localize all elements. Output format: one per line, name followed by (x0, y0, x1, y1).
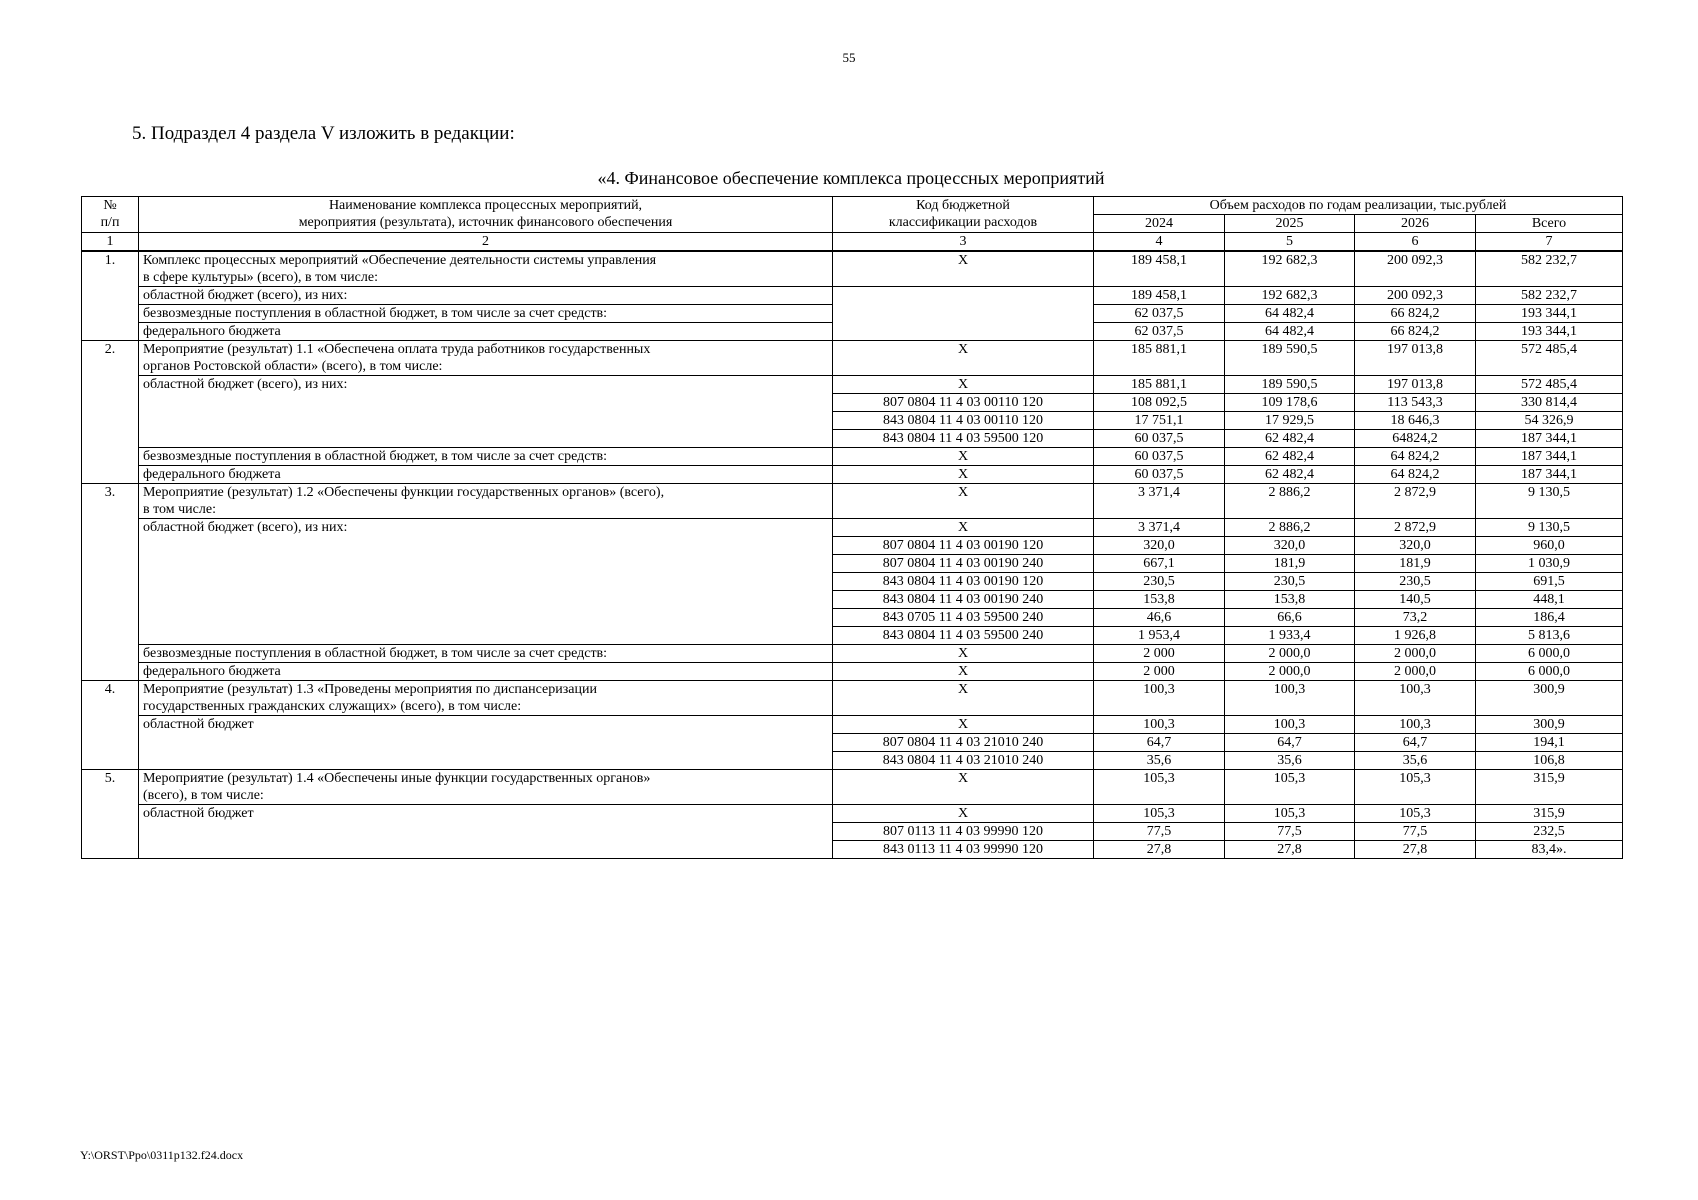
source-row (82, 448, 1623, 466)
value-2024: 46,6 (1094, 609, 1225, 627)
regional-budget-row (82, 805, 1623, 823)
table-body (82, 233, 1623, 859)
value-total: 582 232,7 (1476, 287, 1623, 305)
colnum-7: 7 (1476, 233, 1623, 252)
value-2024: 62 037,5 (1094, 305, 1225, 323)
value-2024: 17 751,1 (1094, 412, 1225, 430)
value-2024: 3 371,4 (1094, 484, 1225, 519)
value-2024: 2 000 (1094, 645, 1225, 663)
source-row (82, 645, 1623, 663)
value-total: 582 232,7 (1476, 251, 1623, 287)
value-total: 193 344,1 (1476, 305, 1623, 323)
value-2025: 2 886,2 (1225, 484, 1355, 519)
budget-code: X (833, 448, 1094, 466)
value-2024: 230,5 (1094, 573, 1225, 591)
value-total: 1 030,9 (1476, 555, 1623, 573)
regional-budget-row (82, 519, 1623, 537)
value-2024: 153,8 (1094, 591, 1225, 609)
budget-code: X (833, 251, 1094, 287)
value-2026: 35,6 (1355, 752, 1476, 770)
colnum-1: 1 (82, 233, 139, 252)
block-title-line1: Мероприятие (результат) 1.2 «Обеспечены функции государственных органов» (всего), (143, 485, 665, 500)
header-code-line2: классификации расходов (888, 215, 1038, 230)
value-total: 187 344,1 (1476, 430, 1623, 448)
value-2025: 66,6 (1225, 609, 1355, 627)
value-total: 9 130,5 (1476, 519, 1623, 537)
value-total: 315,9 (1476, 805, 1623, 823)
value-2024: 108 092,5 (1094, 394, 1225, 412)
colnum-3: 3 (833, 233, 1094, 252)
value-2025: 320,0 (1225, 537, 1355, 555)
source-row (82, 287, 1623, 305)
block-title (139, 251, 833, 287)
value-total: 187 344,1 (1476, 466, 1623, 484)
budget-code: X (833, 645, 1094, 663)
value-total: 54 326,9 (1476, 412, 1623, 430)
budget-code: 843 0804 11 4 03 00190 120 (833, 573, 1094, 591)
value-2024: 100,3 (1094, 716, 1225, 734)
header-num (82, 197, 139, 233)
value-2026: 66 824,2 (1355, 305, 1476, 323)
value-2024: 185 881,1 (1094, 341, 1225, 376)
header-volume: Объем расходов по годам реализации, тыс.рублей (1094, 197, 1623, 215)
value-2025: 2 886,2 (1225, 519, 1355, 537)
value-2026: 2 872,9 (1355, 484, 1476, 519)
budget-code: 843 0804 11 4 03 59500 120 (833, 430, 1094, 448)
value-2025: 62 482,4 (1225, 466, 1355, 484)
value-2026: 64824,2 (1355, 430, 1476, 448)
budget-code: 843 0804 11 4 03 00190 240 (833, 591, 1094, 609)
header-name (139, 197, 833, 233)
budget-code: X (833, 519, 1094, 537)
value-total: 960,0 (1476, 537, 1623, 555)
source-row (82, 663, 1623, 681)
block-title-row (82, 484, 1623, 519)
budget-code: X (833, 376, 1094, 394)
source-name: безвозмездные поступления в областной бюджет, в том числе за счет средств: (139, 645, 833, 663)
block-title-line2: органов Ростовской области» (всего), в том числе: (143, 359, 443, 374)
block-title-line1: Мероприятие (результат) 1.4 «Обеспечены иные функции государственных органов» (143, 771, 651, 786)
value-2026: 77,5 (1355, 823, 1476, 841)
value-total: 691,5 (1476, 573, 1623, 591)
colnum-2: 2 (139, 233, 833, 252)
source-name: областной бюджет (всего), из них: (139, 376, 833, 448)
budget-code: X (833, 681, 1094, 716)
block-title (139, 681, 833, 716)
value-2025: 77,5 (1225, 823, 1355, 841)
value-2026: 64 824,2 (1355, 466, 1476, 484)
value-2026: 113 543,3 (1355, 394, 1476, 412)
value-2026: 64 824,2 (1355, 448, 1476, 466)
source-name: федерального бюджета (139, 466, 833, 484)
source-name: областной бюджет (139, 805, 833, 859)
value-2025: 2 000,0 (1225, 645, 1355, 663)
value-total: 315,9 (1476, 770, 1623, 805)
value-2026: 100,3 (1355, 681, 1476, 716)
value-2024: 667,1 (1094, 555, 1225, 573)
value-2024: 100,3 (1094, 681, 1225, 716)
value-2025: 2 000,0 (1225, 663, 1355, 681)
block-title-row (82, 681, 1623, 716)
value-2025: 230,5 (1225, 573, 1355, 591)
header-num-line1: № (103, 198, 117, 213)
value-2024: 189 458,1 (1094, 251, 1225, 287)
source-name: областной бюджет (139, 716, 833, 770)
value-2026: 200 092,3 (1355, 251, 1476, 287)
regional-budget-row (82, 716, 1623, 734)
value-2026: 200 092,3 (1355, 287, 1476, 305)
value-total: 330 814,4 (1476, 394, 1623, 412)
header-name-line2: мероприятия (результата), источник финансового обеспечения (298, 215, 673, 230)
value-total: 448,1 (1476, 591, 1623, 609)
value-2025: 100,3 (1225, 716, 1355, 734)
value-2026: 2 000,0 (1355, 663, 1476, 681)
header-year-2024: 2024 (1094, 215, 1225, 233)
value-2024: 60 037,5 (1094, 466, 1225, 484)
value-2024: 3 371,4 (1094, 519, 1225, 537)
value-2024: 77,5 (1094, 823, 1225, 841)
source-row (82, 466, 1623, 484)
value-2024: 35,6 (1094, 752, 1225, 770)
value-2026: 73,2 (1355, 609, 1476, 627)
value-2024: 60 037,5 (1094, 448, 1225, 466)
value-2024: 64,7 (1094, 734, 1225, 752)
source-name: безвозмездные поступления в областной бюджет, в том числе за счет средств: (139, 448, 833, 466)
budget-code: 807 0113 11 4 03 99990 120 (833, 823, 1094, 841)
header-year-2026: 2026 (1355, 215, 1476, 233)
value-2026: 64,7 (1355, 734, 1476, 752)
intro-paragraph: 5. Подраздел 4 раздела V изложить в редакции: (132, 123, 515, 144)
value-2024: 2 000 (1094, 663, 1225, 681)
header-num-line2: п/п (100, 215, 120, 230)
budget-code: 807 0804 11 4 03 00190 120 (833, 537, 1094, 555)
value-2026: 230,5 (1355, 573, 1476, 591)
header-code-line1: Код бюджетной (916, 198, 1010, 213)
value-2024: 60 037,5 (1094, 430, 1225, 448)
column-numbers-row (82, 233, 1623, 252)
value-2024: 105,3 (1094, 770, 1225, 805)
header-year-2025: 2025 (1225, 215, 1355, 233)
value-2026: 100,3 (1355, 716, 1476, 734)
value-2025: 109 178,6 (1225, 394, 1355, 412)
value-2026: 105,3 (1355, 770, 1476, 805)
block-title-line2: (всего), в том числе: (143, 788, 264, 803)
value-2025: 64,7 (1225, 734, 1355, 752)
value-total: 572 485,4 (1476, 376, 1623, 394)
block-title-row (82, 341, 1623, 376)
block-title-line2: государственных гражданских служащих» (всего), в том числе: (143, 699, 522, 714)
row-number: 2. (82, 341, 139, 484)
financing-table (81, 196, 1623, 859)
budget-code: 843 0705 11 4 03 59500 240 (833, 609, 1094, 627)
block-title-line1: Мероприятие (результат) 1.1 «Обеспечена оплата труда работников государственных (143, 342, 651, 357)
page-number: 55 (842, 50, 856, 65)
block-title-row (82, 251, 1623, 287)
value-total: 5 813,6 (1476, 627, 1623, 645)
colnum-5: 5 (1225, 233, 1355, 252)
value-total: 6 000,0 (1476, 645, 1623, 663)
header-name-line1: Наименование комплекса процессных мероприятий, (328, 198, 643, 213)
source-name: областной бюджет (всего), из них: (139, 287, 833, 305)
block-title-line2: в том числе: (143, 502, 216, 517)
value-total: 300,9 (1476, 681, 1623, 716)
row-number: 4. (82, 681, 139, 770)
budget-code (833, 287, 1094, 341)
value-2025: 27,8 (1225, 841, 1355, 859)
value-2024: 62 037,5 (1094, 323, 1225, 341)
source-name: федерального бюджета (139, 663, 833, 681)
header-code (833, 197, 1094, 233)
value-2025: 100,3 (1225, 681, 1355, 716)
budget-code: 843 0804 11 4 03 21010 240 (833, 752, 1094, 770)
block-title (139, 770, 833, 805)
value-2025: 62 482,4 (1225, 430, 1355, 448)
block-title-line2: в сфере культуры» (всего), в том числе: (143, 270, 378, 285)
budget-code: X (833, 805, 1094, 823)
value-2025: 1 933,4 (1225, 627, 1355, 645)
budget-code: X (833, 341, 1094, 376)
value-2025: 64 482,4 (1225, 323, 1355, 341)
value-total: 300,9 (1476, 716, 1623, 734)
regional-budget-row (82, 376, 1623, 394)
budget-code: X (833, 484, 1094, 519)
value-2025: 35,6 (1225, 752, 1355, 770)
value-2024: 189 458,1 (1094, 287, 1225, 305)
block-title-line1: Комплекс процессных мероприятий «Обеспечение деятельности системы управления (143, 253, 657, 268)
value-2026: 27,8 (1355, 841, 1476, 859)
value-2026: 181,9 (1355, 555, 1476, 573)
header-total: Всего (1476, 215, 1623, 233)
source-name: безвозмездные поступления в областной бюджет, в том числе за счет средств: (139, 305, 833, 323)
row-number: 3. (82, 484, 139, 681)
value-2026: 18 646,3 (1355, 412, 1476, 430)
budget-code: 843 0113 11 4 03 99990 120 (833, 841, 1094, 859)
value-total: 194,1 (1476, 734, 1623, 752)
value-2024: 27,8 (1094, 841, 1225, 859)
block-title (139, 484, 833, 519)
value-2026: 1 926,8 (1355, 627, 1476, 645)
budget-code: X (833, 770, 1094, 805)
value-2026: 2 872,9 (1355, 519, 1476, 537)
budget-code: 807 0804 11 4 03 00190 240 (833, 555, 1094, 573)
file-path-footer: Y:\ORST\Ppo\0311p132.f24.docx (80, 1148, 244, 1162)
budget-code: 843 0804 11 4 03 59500 240 (833, 627, 1094, 645)
value-2024: 1 953,4 (1094, 627, 1225, 645)
value-2026: 320,0 (1355, 537, 1476, 555)
row-number: 5. (82, 770, 139, 859)
budget-code: X (833, 716, 1094, 734)
value-2025: 17 929,5 (1225, 412, 1355, 430)
value-2025: 192 682,3 (1225, 251, 1355, 287)
value-total: 9 130,5 (1476, 484, 1623, 519)
budget-code: X (833, 466, 1094, 484)
budget-code: X (833, 663, 1094, 681)
colnum-6: 6 (1355, 233, 1476, 252)
value-2025: 189 590,5 (1225, 376, 1355, 394)
value-2025: 64 482,4 (1225, 305, 1355, 323)
value-total: 572 485,4 (1476, 341, 1623, 376)
value-2026: 197 013,8 (1355, 376, 1476, 394)
value-total: 83,4». (1476, 841, 1623, 859)
value-total: 193 344,1 (1476, 323, 1623, 341)
value-2025: 62 482,4 (1225, 448, 1355, 466)
budget-code: 843 0804 11 4 03 00110 120 (833, 412, 1094, 430)
value-2025: 189 590,5 (1225, 341, 1355, 376)
block-title-line1: Мероприятие (результат) 1.3 «Проведены мероприятия по диспансеризации (143, 682, 597, 697)
budget-code: 807 0804 11 4 03 00110 120 (833, 394, 1094, 412)
value-total: 232,5 (1476, 823, 1623, 841)
value-2024: 320,0 (1094, 537, 1225, 555)
block-title (139, 341, 833, 376)
row-number: 1. (82, 251, 139, 341)
value-2026: 66 824,2 (1355, 323, 1476, 341)
value-2025: 105,3 (1225, 770, 1355, 805)
colnum-4: 4 (1094, 233, 1225, 252)
value-2026: 105,3 (1355, 805, 1476, 823)
budget-code: 807 0804 11 4 03 21010 240 (833, 734, 1094, 752)
value-2025: 181,9 (1225, 555, 1355, 573)
value-2024: 185 881,1 (1094, 376, 1225, 394)
block-title-row (82, 770, 1623, 805)
value-2026: 140,5 (1355, 591, 1476, 609)
value-total: 187 344,1 (1476, 448, 1623, 466)
table-title: «4. Финансовое обеспечение комплекса процессных мероприятий (597, 168, 1105, 188)
source-name: федерального бюджета (139, 323, 833, 341)
value-2025: 153,8 (1225, 591, 1355, 609)
value-total: 186,4 (1476, 609, 1623, 627)
value-2025: 105,3 (1225, 805, 1355, 823)
value-2026: 2 000,0 (1355, 645, 1476, 663)
source-name: областной бюджет (всего), из них: (139, 519, 833, 645)
value-total: 6 000,0 (1476, 663, 1623, 681)
value-2025: 192 682,3 (1225, 287, 1355, 305)
value-2024: 105,3 (1094, 805, 1225, 823)
value-2026: 197 013,8 (1355, 341, 1476, 376)
value-total: 106,8 (1476, 752, 1623, 770)
